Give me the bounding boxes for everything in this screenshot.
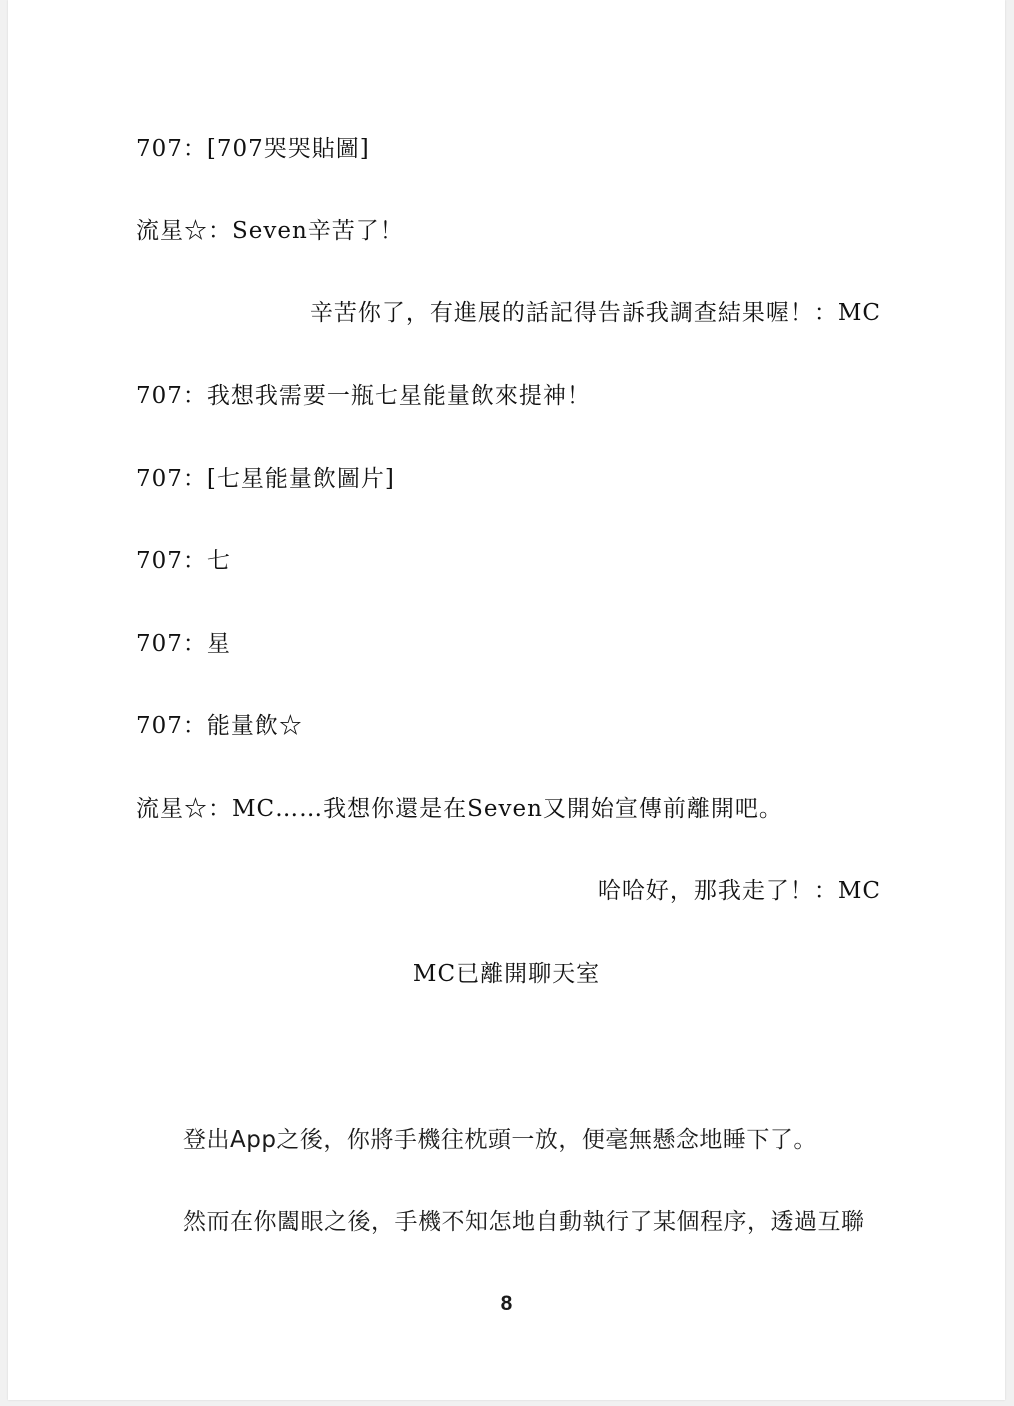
chat-line-liuxing-seven: 流星☆：Seven辛苦了！ [136,218,404,244]
page-number: 8 [500,1292,513,1315]
chat-line-707-seven: 707：七 [136,548,231,574]
chat-line-707-star: 707：星 [136,631,231,657]
chat-line-liuxing-leave: 流星☆：MC……我想你還是在Seven又開始宣傳前離開吧。 [136,796,783,822]
chat-line-707-energy-drink: 707：我想我需要一瓶七星能量飲來提神！ [136,383,591,409]
chat-line-707-drink: 707：能量飲☆ [136,713,303,739]
chat-line-mc-progress: 辛苦你了，有進展的話記得告訴我調查結果喔！：MC [309,300,881,326]
chat-line-707-sticker: 707：[707哭哭貼圖] [136,136,370,162]
system-message-left-chat: MC已離開聊天室 [412,961,601,987]
narrative-paragraph-1: 登出App之後，你將手機往枕頭一放，便毫無懸念地睡下了。 [183,1127,817,1153]
document-page [8,0,1005,1400]
chat-line-mc-goodbye: 哈哈好，那我走了！：MC [597,878,881,904]
chat-line-707-drink-image: 707：[七星能量飲圖片] [136,466,395,492]
narrative-paragraph-2: 然而在你闔眼之後，手機不知怎地自動執行了某個程序，透過互聯 [183,1209,865,1235]
